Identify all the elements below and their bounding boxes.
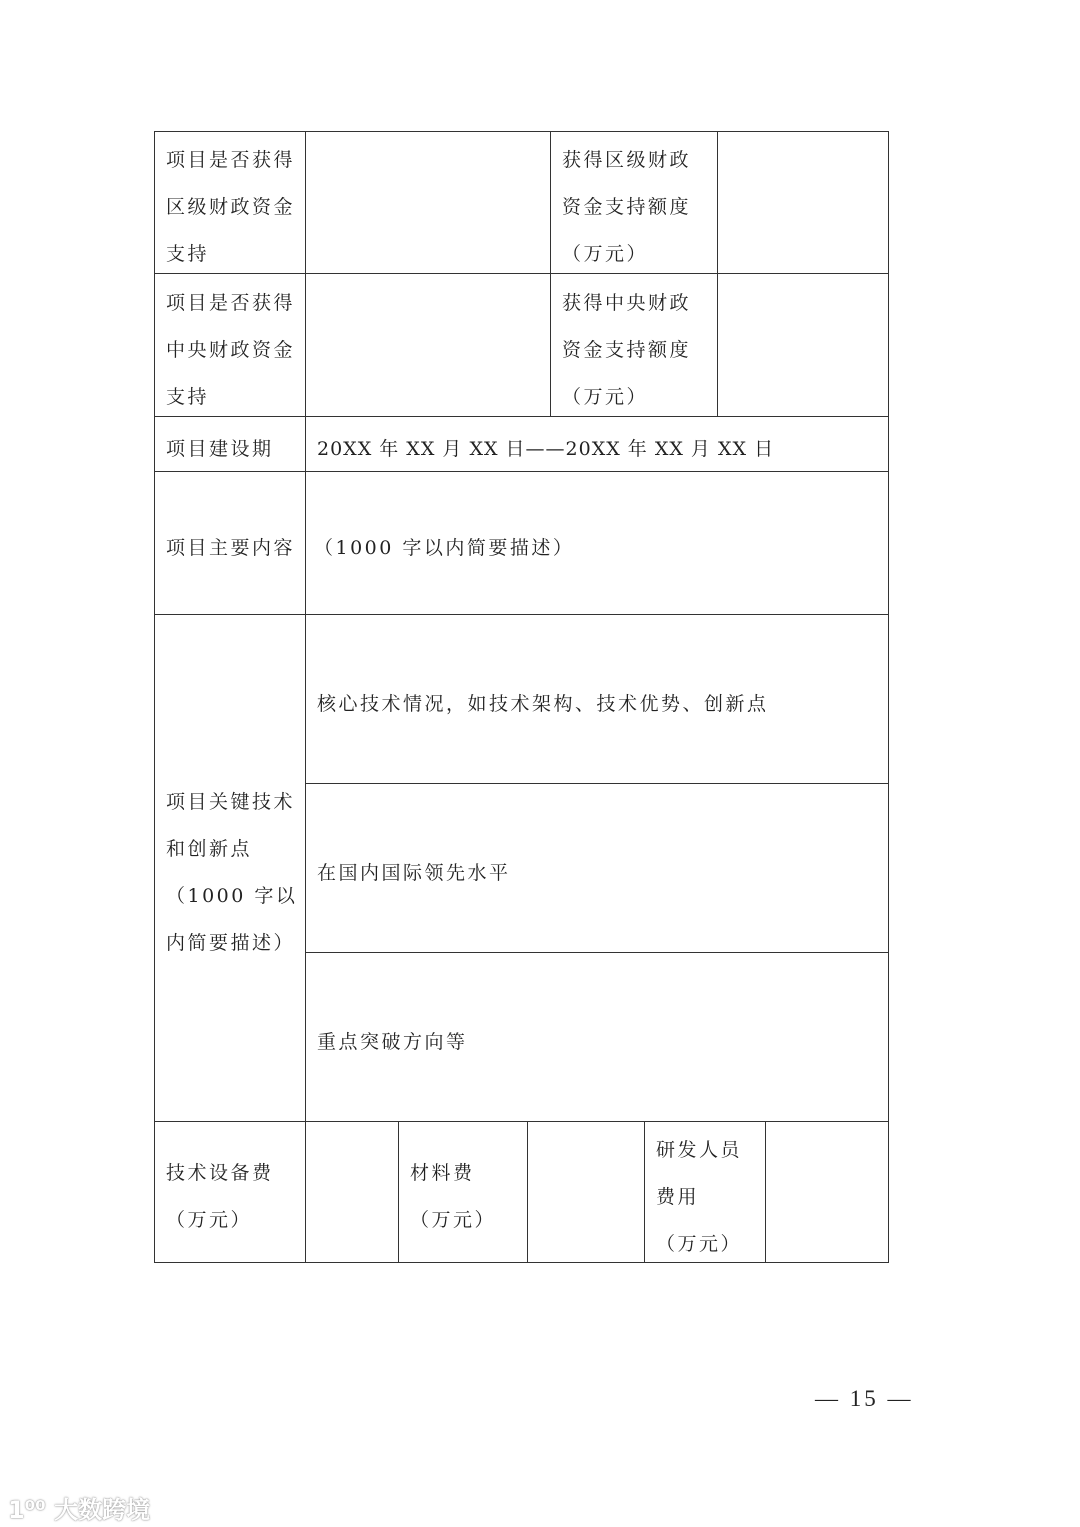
label-line: 内简要描述） [166, 932, 296, 954]
cell-material-value[interactable] [527, 1121, 645, 1263]
cell-key-tech-breakthrough[interactable] [305, 952, 889, 1122]
label-line: 资金支持额度 [562, 196, 692, 218]
label-line: （万元） [410, 1209, 497, 1231]
cell-central-funding-label [154, 273, 306, 417]
value-text: 重点突破方向等 [317, 1030, 468, 1053]
cell-material-label [398, 1121, 528, 1263]
label-line: 项目关键技术 [166, 791, 296, 813]
cell-equipment-label [154, 1121, 306, 1263]
cell-central-amount-value[interactable] [717, 273, 889, 417]
label-line: 支持 [166, 243, 210, 265]
label-line: （万元） [656, 1232, 743, 1255]
value-text: 核心技术情况，如技术架构、技术优势、创新点 [317, 692, 769, 715]
label-line: 研发人员 [656, 1138, 743, 1161]
label-line: 获得区级财政 [562, 149, 692, 171]
label-line: 项目是否获得 [166, 149, 296, 171]
watermark-logo: 1⁰⁰ 大数跨境 [8, 1496, 151, 1524]
page-number: — 15 — [815, 1386, 914, 1411]
cell-equipment-value[interactable] [305, 1121, 399, 1263]
label-line: （万元） [562, 243, 649, 265]
cell-central-funding-value[interactable] [305, 273, 551, 417]
value-text: （1000 字以内简要描述） [314, 536, 575, 559]
cell-content-value[interactable] [305, 471, 889, 615]
label-line: 支持 [166, 385, 210, 408]
label-line: 项目是否获得 [166, 291, 296, 314]
cell-content-label [154, 471, 306, 615]
label-line: 和创新点 [166, 838, 253, 860]
cell-personnel-value[interactable] [765, 1121, 889, 1263]
label-line: 费用 [656, 1185, 700, 1208]
cell-district-amount-value[interactable] [717, 131, 889, 274]
cell-period-value[interactable] [305, 416, 889, 472]
cell-key-tech-level[interactable] [305, 783, 889, 953]
label-line: （1000 字以 [166, 885, 298, 907]
label-line: （万元） [166, 1209, 253, 1231]
cell-district-funding-label [154, 131, 306, 274]
cell-district-amount-label [550, 131, 718, 274]
label-line: 材料费 [410, 1162, 475, 1184]
cell-key-tech-core[interactable] [305, 614, 889, 784]
label-line: 技术设备费 [166, 1162, 274, 1184]
cell-key-tech-label [154, 614, 306, 1122]
cell-period-label [154, 416, 306, 472]
label-text: 项目建设期 [166, 437, 274, 460]
label-line: 资金支持额度 [562, 338, 692, 361]
label-line: 中央财政资金 [166, 338, 296, 361]
label-text: 项目主要内容 [166, 536, 296, 559]
watermark-text: 大数跨境 [54, 1496, 151, 1524]
cell-personnel-label [644, 1121, 766, 1263]
label-line: 区级财政资金 [166, 196, 296, 218]
value-text: 20XX 年 XX 月 XX 日——20XX 年 XX 月 XX 日 [317, 437, 775, 460]
cell-central-amount-label [550, 273, 718, 417]
label-line: （万元） [562, 385, 649, 408]
value-text: 在国内国际领先水平 [317, 861, 511, 884]
cell-district-funding-value[interactable] [305, 131, 551, 274]
label-line: 获得中央财政 [562, 291, 692, 314]
